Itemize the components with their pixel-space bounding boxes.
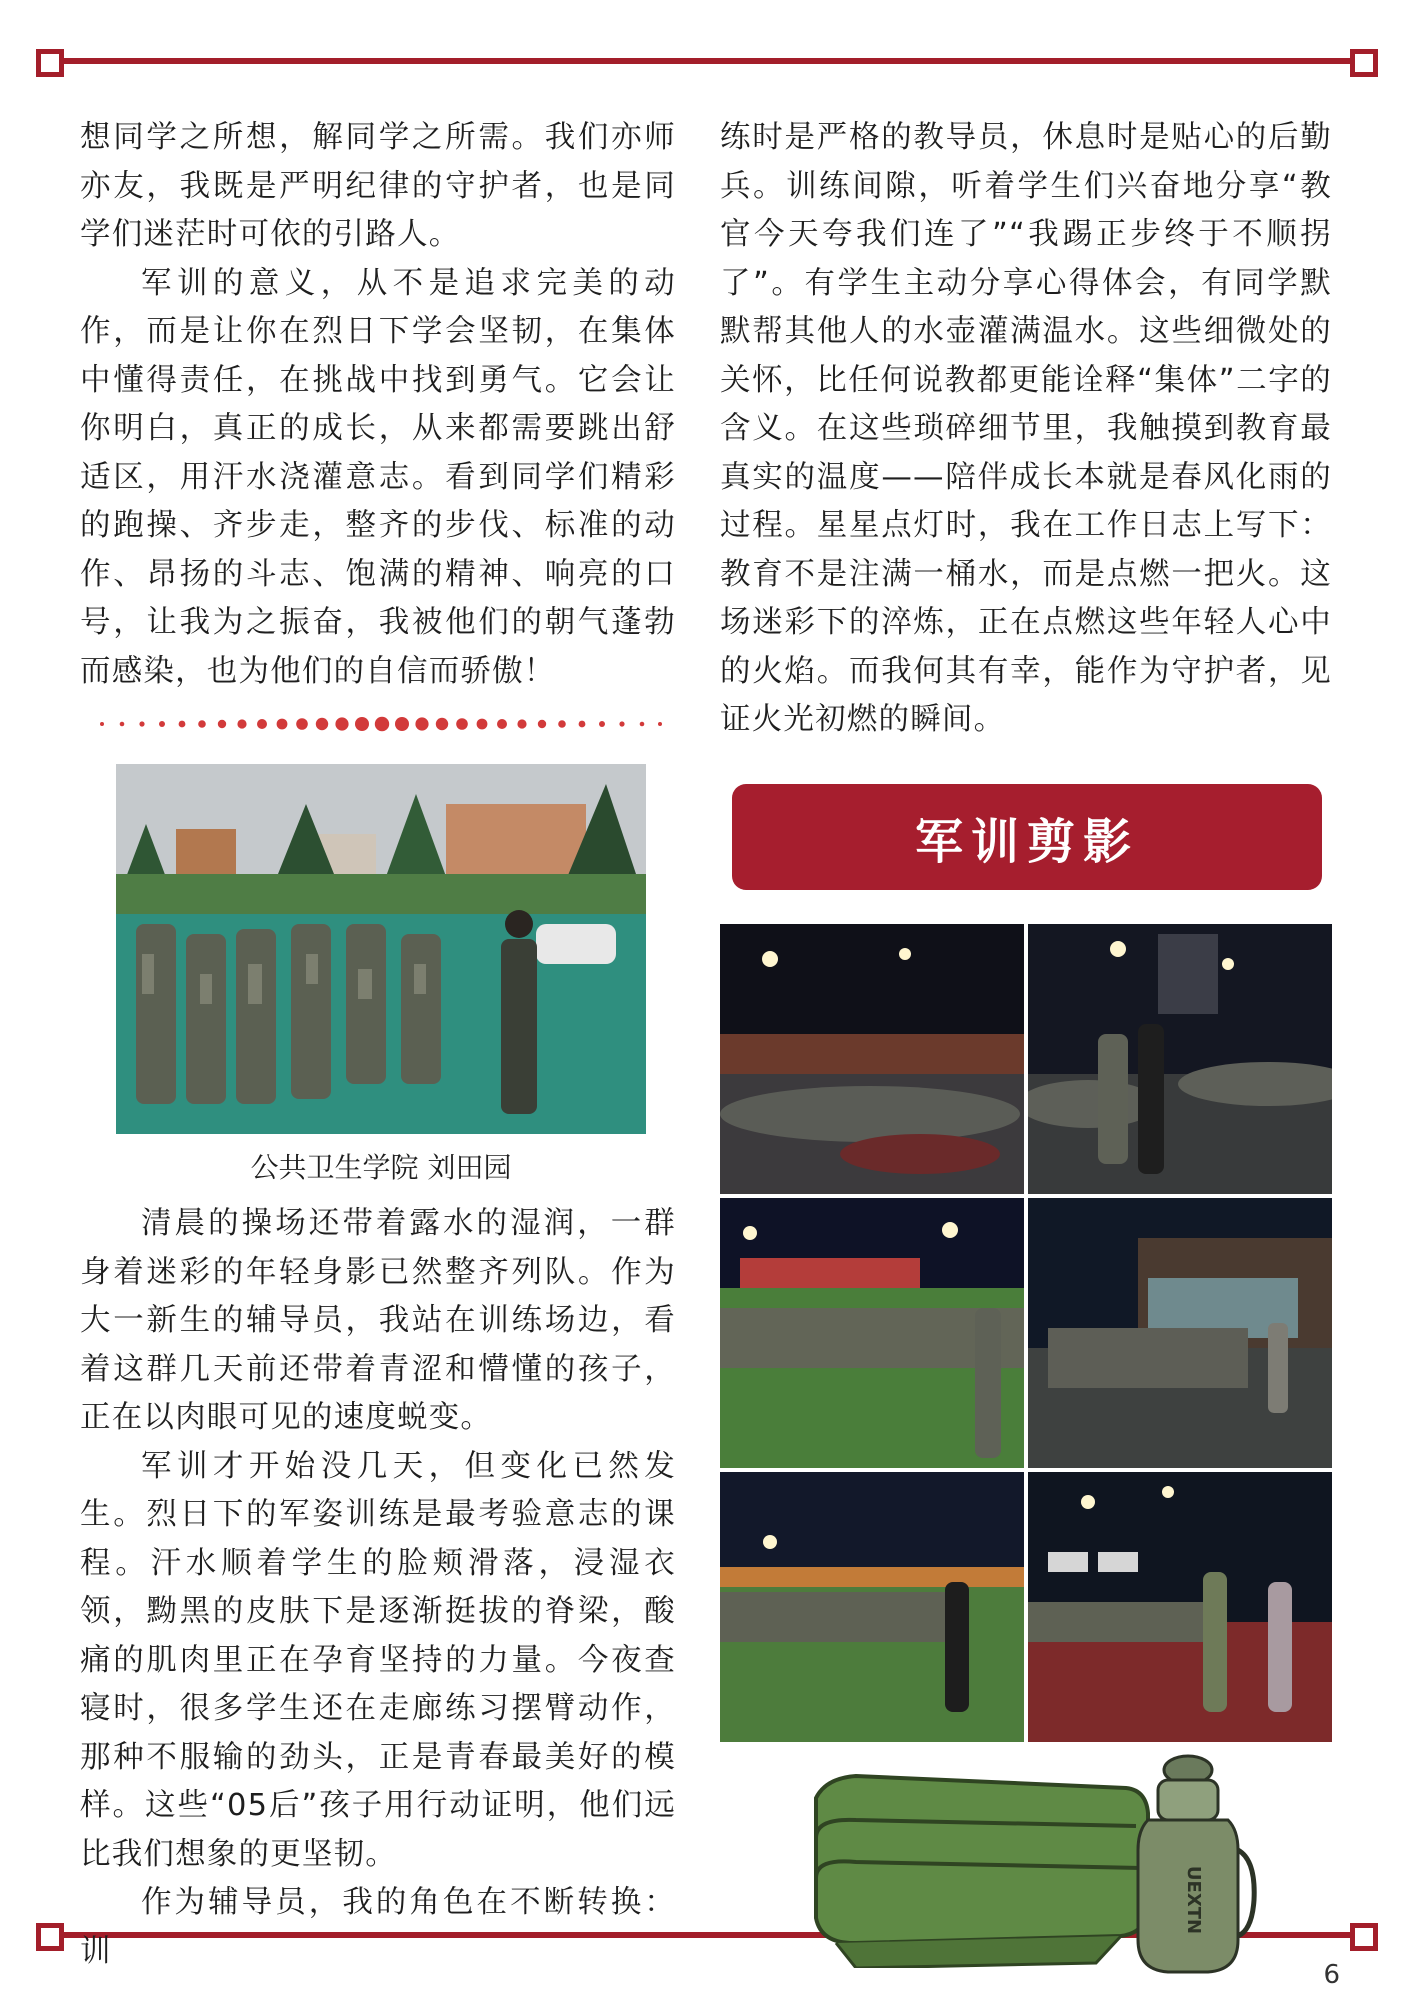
water-bottle-icon [1128,1750,1258,1980]
night-training-photo-2 [1028,924,1332,1194]
bottle-brand-text: UEXTN [1183,1865,1204,1935]
training-formation-photo [116,764,646,1134]
photo-caption: 公共卫生学院 刘田园 [250,1151,512,1184]
top-right-corner-ornament [1350,49,1378,77]
paragraph: 想同学之所想，解同学之所需。我们亦师亦友，我既是严明纪律的守护者，也是同学们迷茫时可依的引路人。 [80,120,676,252]
page-number: 6 [1323,1960,1340,1990]
left-column-bottom-text [80,1200,676,1976]
paragraph: 军训才开始没几天，但变化已然发生。烈日下的军姿训练是最考验意志的课程。汗水顺着学生的脸颊滑落，浸湿衣领，黝黑的皮肤下是逐渐挺拔的脊梁，酸痛的肌肉里正在孕育坚持的力量。今夜查寝时，很多学生还在走廊练习摆臂动作，那种不服输的劲头，正是青春最美好的模样。这些“05后”孩子用行动证明，他们远比我们想象的更坚韧。 [80,1448,676,1872]
paragraph: 军训的意义，从不是追求完美的动作，而是让你在烈日下学会坚韧，在集体中懂得责任，在挑战中找到勇气。它会让你明白，真正的成长，从来都需要跳出舒适区，用汗水浇灌意志。看到同学们精彩的跑操、齐步走，整齐的步伐、标准的动作、昂扬的斗志、饱满的精神、响亮的口号，让我为之振奋，我被他们的朝气蓬勃而感染，也为他们的自信而骄傲！ [80,265,676,689]
folded-blanket-illustration [796,1758,1156,1968]
night-training-photo-3 [720,1198,1024,1468]
night-training-photo-4 [1028,1198,1332,1468]
right-column-text [720,114,1332,745]
left-column-top-text [80,114,676,696]
bottom-right-corner-ornament [1350,1923,1378,1951]
paragraph: 清晨的操场还带着露水的湿润，一群身着迷彩的年轻身影已然整齐列队。作为大一新生的辅导员，我站在训练场边，看着这群几天前还带着青涩和懵懂的孩子，正在以肉眼可见的速度蜕变。 [80,1206,676,1435]
section-title: 军训剪影 [914,813,1139,870]
paragraph: 作为辅导员，我的角色在不断转换：训 [80,1885,676,1969]
top-left-corner-ornament [36,49,64,77]
paragraph: 练时是严格的教导员，休息时是贴心的后勤兵。训练间隙，听着学生们兴奋地分享“教官今天夸我们连了”“我踢正步终于不顺拐了”。有学生主动分享心得体会，有同学默默帮其他人的水壶灌满温水。这些细微处的关怀，比任何说教都更能诠释“集体”二字的含义。在这些琐碎细节里，我触摸到教育最真实的温度——陪伴成长本就是春风化雨的过程。星星点灯时，我在工作日志上写下：教育不是注满一桶水，而是点燃一把火。这场迷彩下的淬炼，正在点燃这些年轻人心中的火焰。而我何其有幸，能作为守护者，见证火光初燃的瞬间。 [720,120,1332,737]
section-title-banner [732,784,1322,890]
dotted-divider [96,716,666,732]
night-training-photo-1 [720,924,1024,1194]
bottom-left-corner-ornament [36,1923,64,1951]
night-training-photo-5 [720,1472,1024,1742]
night-training-photo-6 [1028,1472,1332,1742]
top-border-line [46,58,1372,64]
